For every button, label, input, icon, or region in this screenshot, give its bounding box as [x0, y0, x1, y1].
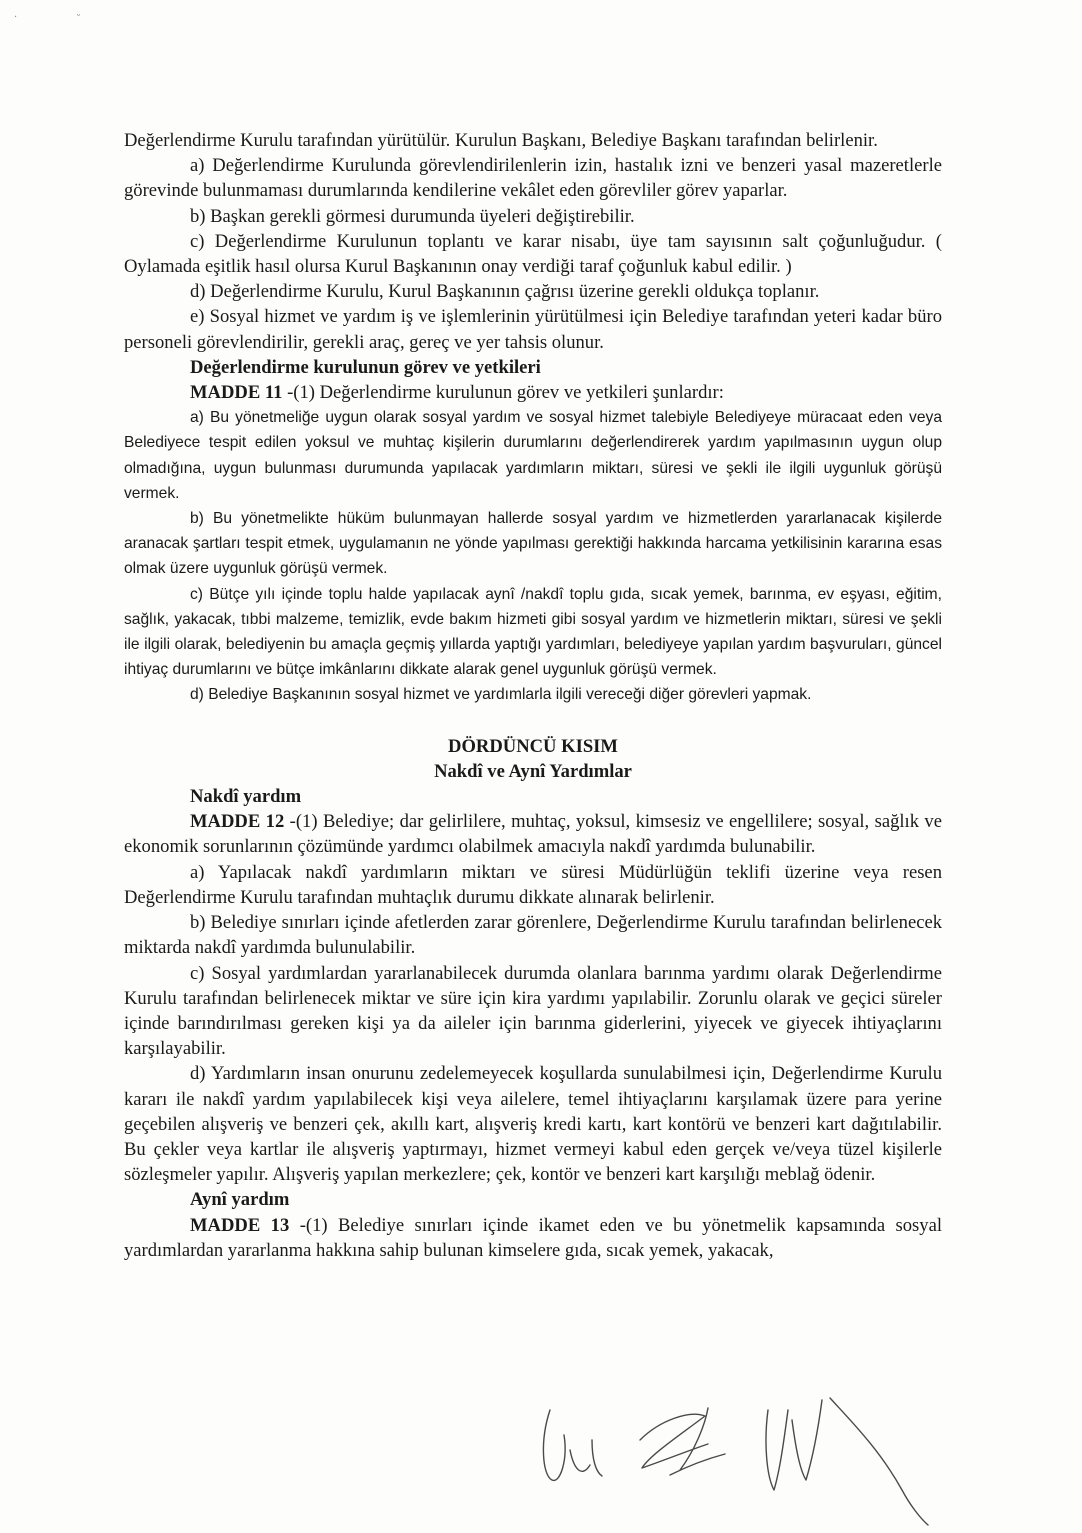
list-item: a) Yapılacak nakdî yardımların miktarı ve süresi Müdürlüğün teklifi üzerine veya resen Değerlendirme Kurulu tarafından muhtaçlık durumu dikkate alınarak belirlenir.: [124, 861, 942, 908]
list-item: b) Bu yönetmelikte hüküm bulunmayan hallerde sosyal yardım ve hizmetlerden yararlanacak kişilerde aranacak şartları tespit etmek, uygulamanın ne yönde yapılması gerektiği hakkında harcama yetkilisinin kararına esas olmak üzere uygunluk görüşü vermek.: [124, 510, 942, 578]
section-heading: Değerlendirme kurulunun görev ve yetkileri: [190, 356, 541, 378]
paragraph: a) Değerlendirme Kurulunda görevlendirilenlerin izin, hastalık izni ve benzeri yasal mazeretlerle görevinde bulunmaması durumlarında kendilerine vekâlet eden görevliler görev yaparlar.: [124, 155, 942, 202]
article-label: MADDE 12: [190, 811, 285, 833]
signature-1: [543, 1410, 602, 1480]
paragraph: Değerlendirme Kurulu tarafından yürütülür. Kurulun Başkanı, Belediye Başkanı tarafından belirlenir.: [124, 130, 878, 151]
article-label: MADDE 13: [190, 1214, 290, 1236]
signature-3: [766, 1398, 928, 1525]
scan-mark: ·: [14, 12, 18, 23]
list-item: c) Sosyal yardımlardan yararlanabilecek durumda olanlara barınma yardımı olarak Değerlendirme Kurulu tarafından belirlenecek miktar ve süre için kira yardımı yapılabilir. Zorunlu olarak ve geçici süreler içinde barındırılması gereken kişi ya da aileler için barınma giderlerini, yiyecek ve giyecek ihtiyaçlarını karşılayabilir.: [124, 962, 942, 1060]
article-text: -(1) Değerlendirme kurulunun görev ve yetkileri şunlardır:: [282, 382, 724, 404]
scan-mark: ˘: [76, 14, 81, 25]
paragraph: c) Değerlendirme Kurulunun toplantı ve karar nisabı, üye tam sayısının salt çoğunluğudur. ( Oylamada eşitlik hasıl olursa Kurul Başkanının onay verdiği taraf çoğunluk kabul edilir. ): [124, 230, 942, 278]
section-heading: Aynî yardım: [190, 1189, 290, 1211]
list-item: b) Belediye sınırları içinde afetlerden zarar görenlere, Değerlendirme Kurulu tarafından belirlenecek miktarda nakdî yardımda bulunulabilir.: [124, 912, 942, 959]
article-text: -(1) Belediye; dar gelirlilere, muhtaç, yoksul, kimsesiz ve engellilere; sosyal, sağlık ve ekonomik sorunlarının çözümünde yardımcı olabilmek amacıyla nakdî yardımda bulunabilir.: [124, 811, 942, 858]
list-item: d) Yardımların insan onurunu zedelemeyecek koşullarda sunulabilmesi için, Değerlendirme Kurulu kararı ile nakdî yardım yapılabilecek kişi veya ailelere, temel ihtiyaçlarını karşılamak üzere para yerine geçebilen alışveriş ve benzeri çek, akıllı kart, alışveriş kredi kartı, kart kontörü ve benzeri kart dağıtılabilir. Bu çekler veya kartlar ile alışveriş yaptırmayı, hizmet vermeyi kabul eden gerçek ve/veya tüzel kişilerle sözleşmeler yapılır. Alışveriş yapılan merkezlere; çek, kontör ve benzeri kart karşılığı meblağ ödenir.: [124, 1063, 942, 1186]
part-title: DÖRDÜNCÜ KISIM: [448, 735, 618, 757]
article-label: MADDE 11: [190, 382, 283, 404]
list-item: d) Belediye Başkanının sosyal hizmet ve yardımlarla ilgili vereceği diğer görevleri yapmak.: [190, 686, 812, 704]
article-intro: [124, 809, 942, 859]
paragraph: e) Sosyal hizmet ve yardım iş ve işlemlerinin yürütülmesi için Belediye tarafından yeteri kadar büro personeli görevlendirilir, gerekli araç, gereç ve yer tahsis olunur.: [124, 306, 942, 353]
part-subtitle: Nakdî ve Aynî Yardımlar: [434, 760, 632, 782]
list-item: c) Bütçe yılı içinde toplu halde yapılacak aynî /nakdî toplu gıda, sıcak yemek, barınma, ev eşyası, eğitim, sağlık, yakacak, tıbbi malzeme, temizlik, evde bakım hizmeti gibi sosyal yardım ve hizmetlerin miktarı, süresi ve şekli ile ilgili olarak, belediyenin bu amaçla geçmiş yıllarda yaptığı yardımları, belediyeye yapılan yardım başvuruları, güncel ihtiyaç durumlarını ve bütçe imkânlarını dikkate alarak genel uygunluk görüşü vermek.: [124, 585, 942, 679]
article-text: -(1) Belediye sınırları içinde ikamet eden ve bu yönetmelik kapsamında sosyal yardımlardan yararlanma hakkına sahip bulunan kimselere gıda, sıcak yemek, yakacak,: [124, 1214, 942, 1261]
list-item: a) Bu yönetmeliğe uygun olarak sosyal yardım ve sosyal hizmet talebiyle Belediyeye müracaat eden veya Belediyece tespit edilen yoksul ve muhtaç kişilerin durumlarını değerlendirerek yardım yapılmasının uygun olup olmadığına, uygun bulunması durumunda yapılacak yardımların miktarı, süresi ve şekli ile ilgili uygunluk görüşü vermek.: [124, 409, 942, 502]
paragraph: b) Başkan gerekli görmesi durumunda üyeleri değiştirebilir.: [190, 205, 635, 227]
document-page: [124, 128, 942, 1263]
article-intro: [124, 380, 942, 405]
article-intro: [124, 1213, 942, 1263]
signatures: [530, 1380, 950, 1530]
signature-2: [640, 1408, 725, 1475]
section-heading: Nakdî yardım: [190, 786, 302, 808]
paragraph: d) Değerlendirme Kurulu, Kurul Başkanının çağrısı üzerine gerekli oldukça toplanır.: [190, 281, 820, 303]
